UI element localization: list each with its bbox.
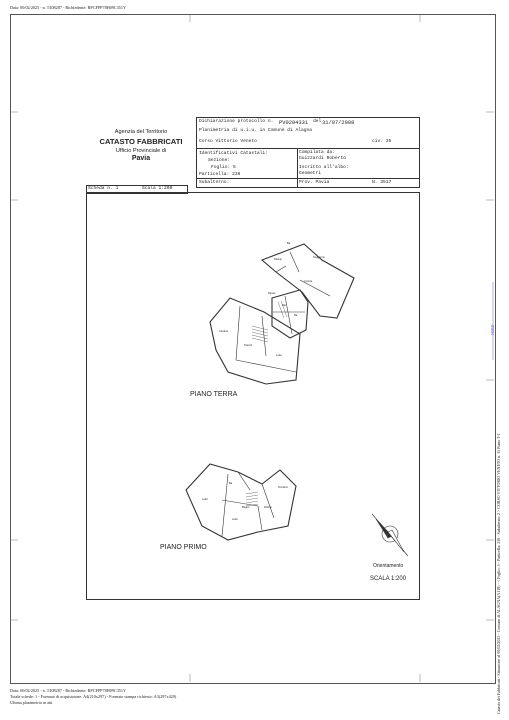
side-catasto-text: Catasto dei Fabbricati - Situazione al 00/02/2025 - Comune di ALAGNA(A118) - < Foglio: 5 - Particella: 236 - Subalterno: 2 > CORSO VITTORIO VENETO n. 35 Piano T-1: [496, 433, 501, 714]
scale-label: SCALA 1:200: [370, 576, 407, 582]
north-side-mark: NORD: [491, 324, 495, 335]
footer-line-2: Totale schede: 1 - Formato di acquisizione: A4(210x297) - Formato stampa richiesto: A3(297x420): [10, 694, 177, 699]
address: Corso Vittorio Veneto: [199, 139, 257, 144]
room-label: Letto: [232, 518, 238, 521]
ident-label: Identificativi Catastali:: [199, 151, 268, 156]
register-number: N. 3517: [372, 180, 392, 185]
iscritto-label: Iscritto all'albo:: [299, 165, 349, 170]
particella: Particella: 236: [199, 172, 241, 177]
province: Prov. Pavia: [299, 180, 330, 185]
room-label: Ba: [287, 242, 291, 245]
room-label: Cantina: [219, 330, 228, 333]
decl-del: del: [313, 119, 322, 124]
room-label: Letto: [202, 498, 208, 501]
decl-label: Dichiarazione protocollo n.: [199, 119, 274, 124]
scheda-number: Scheda n. 1: [88, 186, 119, 191]
plan-line: Planimetria di u.i.u. in Comune di Alagna: [199, 128, 313, 133]
room-label: Pranzo: [244, 344, 253, 347]
scala-header: Scala 1:200: [142, 186, 173, 191]
floor-label-terra: PIANO TERRA: [190, 391, 238, 398]
room-label: Disimp: [274, 258, 282, 261]
top-stamp: Data: 00/02/2025 - n. T408287 - Richiedente: RPCFPP78H09C351Y: [10, 5, 127, 10]
sezione: Sezione:: [208, 158, 231, 163]
room-label: Rip: [282, 304, 286, 307]
compilata-label: Compilata da:: [299, 150, 335, 155]
room-label: Terrazzo: [278, 486, 288, 489]
orientation-label: Orientamento: [373, 563, 404, 569]
agency-name: Agenzia del Territorio: [114, 129, 168, 135]
footer-line-1: Data: 00/02/2025 - n. T408287 - Richiedente: RPCFPP78H09C351Y: [10, 688, 127, 693]
decl-date: 31/07/2008: [322, 120, 355, 126]
room-label: Letto: [276, 354, 282, 357]
north-arrow-icon: [372, 514, 408, 556]
floor-label-primo: PIANO PRIMO: [160, 544, 207, 551]
civic-number: civ. 35: [372, 139, 392, 144]
room-label: Ba: [294, 314, 298, 317]
room-label: Ba: [229, 482, 233, 485]
foglio: Foglio: 5: [211, 165, 236, 170]
room-label: Bagno: [242, 506, 250, 509]
agency-office: Ufficio Provinciale di: [115, 148, 167, 154]
compilata-name: Guizzardi Roberto: [299, 156, 346, 161]
room-label: Disimp: [264, 506, 272, 509]
agency-province: Pavia: [131, 155, 151, 162]
room-label: Ripost: [268, 292, 276, 295]
room-label: Cucina: [304, 280, 313, 283]
room-label: Soggiorno: [313, 256, 325, 259]
decl-number: PV0204331: [279, 120, 309, 126]
iscritto-value: Geometri: [299, 171, 322, 176]
agency-catasto: CATASTO FABBRICATI: [99, 137, 183, 146]
footer-line-3: Ultima planimetria in atti: [10, 700, 53, 705]
subalterno: Subalterno:: [199, 180, 230, 185]
